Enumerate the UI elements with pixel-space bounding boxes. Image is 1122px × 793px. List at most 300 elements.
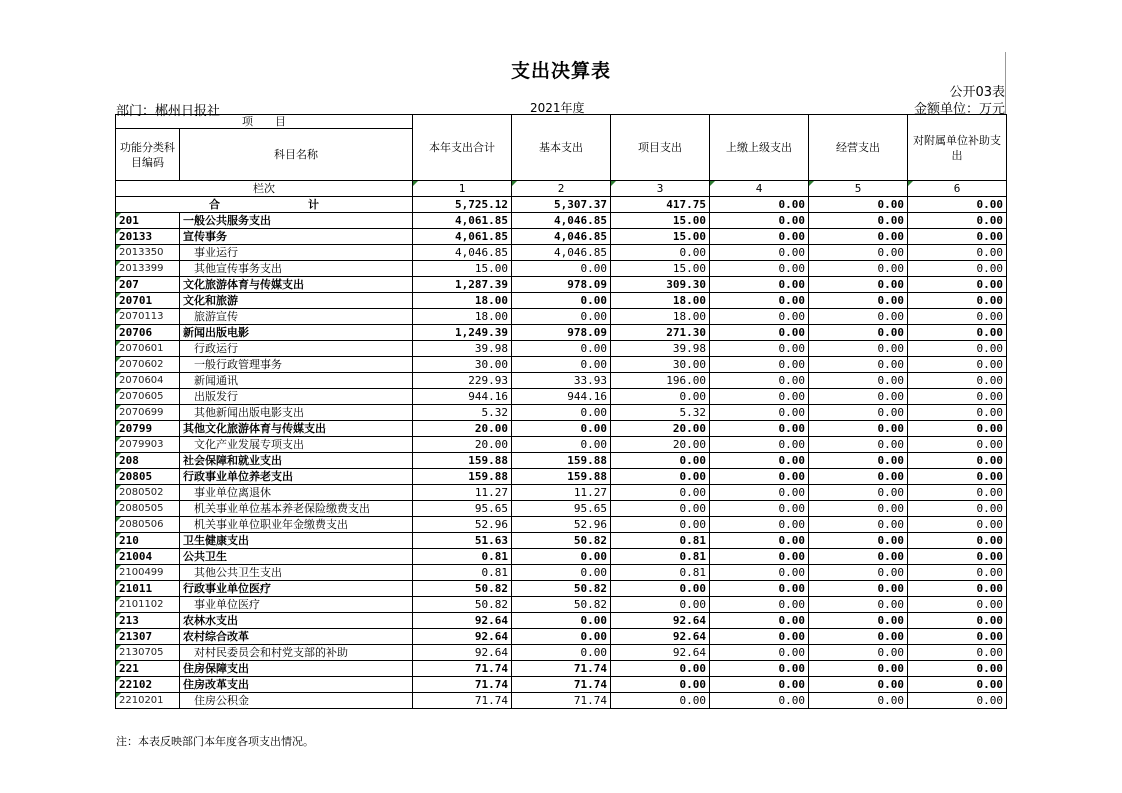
row-name: 机关事业单位基本养老保险缴费支出	[180, 501, 413, 517]
row-value: 1,249.39	[413, 325, 512, 341]
row-value: 0.00	[908, 293, 1007, 309]
row-value: 0.00	[908, 613, 1007, 629]
row-value: 92.64	[611, 629, 710, 645]
row-name: 事业单位离退休	[180, 485, 413, 501]
row-value: 0.00	[908, 597, 1007, 613]
row-code: 20706	[116, 325, 180, 341]
row-value: 0.00	[710, 485, 809, 501]
row-value: 0.00	[908, 677, 1007, 693]
row-value: 0.00	[611, 661, 710, 677]
table-row	[116, 229, 1007, 245]
row-value: 0.00	[512, 293, 611, 309]
amount-unit-label: 金额单位：万元	[913, 102, 1005, 117]
row-value: 4,046.85	[512, 213, 611, 229]
row-value: 0.00	[809, 309, 908, 325]
row-code: 2070605	[116, 389, 180, 405]
row-value: 39.98	[413, 341, 512, 357]
row-name: 其他文化旅游体育与传媒支出	[180, 421, 413, 437]
row-code: 21307	[116, 629, 180, 645]
row-value: 0.00	[908, 533, 1007, 549]
table-row	[116, 501, 1007, 517]
row-name: 文化和旅游	[180, 293, 413, 309]
row-value: 159.88	[413, 453, 512, 469]
row-value: 0.00	[512, 565, 611, 581]
row-value: 0.00	[908, 581, 1007, 597]
row-code: 221	[116, 661, 180, 677]
table-row	[116, 565, 1007, 581]
row-value: 0.00	[809, 229, 908, 245]
row-value: 52.96	[413, 517, 512, 533]
row-code: 2080506	[116, 517, 180, 533]
row-value: 0.00	[512, 357, 611, 373]
row-value: 0.00	[908, 245, 1007, 261]
row-value: 0.00	[809, 357, 908, 373]
row-value: 0.00	[710, 421, 809, 437]
row-value: 0.00	[710, 565, 809, 581]
table-row	[116, 677, 1007, 693]
row-value: 978.09	[512, 277, 611, 293]
row-value: 0.00	[809, 405, 908, 421]
row-value: 0.00	[710, 453, 809, 469]
table-row	[116, 693, 1007, 709]
row-value: 0.00	[512, 421, 611, 437]
row-value: 5.32	[611, 405, 710, 421]
row-name: 文化旅游体育与传媒支出	[180, 277, 413, 293]
row-name: 旅游宣传	[180, 309, 413, 325]
total-value: 5,307.37	[512, 197, 611, 213]
row-value: 50.82	[512, 581, 611, 597]
row-value: 0.81	[611, 549, 710, 565]
total-label: 合 计	[116, 197, 413, 213]
row-value: 0.00	[809, 453, 908, 469]
row-code: 210	[116, 533, 180, 549]
row-code: 208	[116, 453, 180, 469]
row-name: 社会保障和就业支出	[180, 453, 413, 469]
row-value: 0.00	[710, 213, 809, 229]
table-row	[116, 325, 1007, 341]
row-value: 0.00	[908, 229, 1007, 245]
column-number: 1	[413, 181, 512, 197]
row-value: 0.00	[908, 485, 1007, 501]
row-value: 0.00	[611, 501, 710, 517]
row-value: 0.00	[809, 469, 908, 485]
row-code: 21004	[116, 549, 180, 565]
row-value: 0.00	[710, 469, 809, 485]
row-name: 农林水支出	[180, 613, 413, 629]
column-number: 3	[611, 181, 710, 197]
row-value: 4,046.85	[512, 229, 611, 245]
row-value: 18.00	[611, 309, 710, 325]
row-value: 0.00	[611, 453, 710, 469]
row-name: 文化产业发展专项支出	[180, 437, 413, 453]
row-value: 20.00	[611, 421, 710, 437]
fiscal-year-label: 2021年度	[530, 101, 585, 115]
header-total: 本年支出合计	[413, 115, 512, 181]
row-value: 0.00	[710, 677, 809, 693]
row-code: 2210201	[116, 693, 180, 709]
row-value: 92.64	[413, 645, 512, 661]
row-value: 0.00	[809, 293, 908, 309]
row-name: 对村民委员会和村党支部的补助	[180, 645, 413, 661]
row-code: 20133	[116, 229, 180, 245]
row-value: 0.00	[908, 693, 1007, 709]
row-value: 0.00	[512, 309, 611, 325]
row-value: 0.00	[611, 597, 710, 613]
row-value: 309.30	[611, 277, 710, 293]
row-value: 0.00	[809, 421, 908, 437]
row-value: 0.00	[611, 677, 710, 693]
row-value: 0.00	[809, 693, 908, 709]
row-value: 15.00	[413, 261, 512, 277]
table-row	[116, 309, 1007, 325]
row-value: 0.00	[809, 661, 908, 677]
row-value: 0.00	[908, 373, 1007, 389]
table-row	[116, 613, 1007, 629]
row-value: 0.00	[809, 389, 908, 405]
column-number: 2	[512, 181, 611, 197]
row-value: 0.00	[710, 405, 809, 421]
row-value: 159.88	[512, 453, 611, 469]
row-value: 0.00	[908, 405, 1007, 421]
row-value: 20.00	[413, 421, 512, 437]
column-number: 4	[710, 181, 809, 197]
row-value: 15.00	[611, 229, 710, 245]
table-row	[116, 373, 1007, 389]
row-value: 0.00	[809, 213, 908, 229]
row-value: 0.00	[710, 517, 809, 533]
row-value: 0.00	[908, 549, 1007, 565]
row-name: 住房改革支出	[180, 677, 413, 693]
row-value: 0.00	[611, 517, 710, 533]
row-code: 2070602	[116, 357, 180, 373]
row-value: 50.82	[413, 597, 512, 613]
table-row	[116, 629, 1007, 645]
table-row	[116, 389, 1007, 405]
row-value: 0.00	[512, 645, 611, 661]
table-row	[116, 517, 1007, 533]
row-name: 其他宣传事务支出	[180, 261, 413, 277]
row-name: 公共卫生	[180, 549, 413, 565]
row-name: 卫生健康支出	[180, 533, 413, 549]
row-value: 0.00	[809, 629, 908, 645]
row-value: 20.00	[611, 437, 710, 453]
table-row	[116, 597, 1007, 613]
row-value: 0.00	[809, 373, 908, 389]
row-code: 2070601	[116, 341, 180, 357]
row-code: 2070113	[116, 309, 180, 325]
row-value: 0.00	[710, 437, 809, 453]
header-name: 科目名称	[180, 129, 413, 181]
row-value: 0.00	[611, 469, 710, 485]
row-value: 0.00	[710, 293, 809, 309]
row-value: 0.00	[908, 453, 1007, 469]
row-name: 农村综合改革	[180, 629, 413, 645]
form-number: 公开03表	[949, 85, 1005, 100]
row-value: 0.00	[809, 549, 908, 565]
total-value: 0.00	[809, 197, 908, 213]
column-number-label: 栏次	[116, 181, 413, 197]
row-value: 0.00	[809, 325, 908, 341]
header-project: 项目支出	[611, 115, 710, 181]
row-value: 50.82	[512, 533, 611, 549]
row-code: 2130705	[116, 645, 180, 661]
page-title: 支出决算表	[510, 60, 611, 82]
table-row	[116, 661, 1007, 677]
row-value: 0.00	[710, 549, 809, 565]
row-value: 0.00	[908, 469, 1007, 485]
row-value: 0.81	[611, 565, 710, 581]
row-value: 20.00	[413, 437, 512, 453]
row-value: 0.00	[809, 613, 908, 629]
row-name: 行政运行	[180, 341, 413, 357]
row-value: 0.00	[908, 661, 1007, 677]
header-upper: 上缴上级支出	[710, 115, 809, 181]
row-value: 196.00	[611, 373, 710, 389]
column-number-row	[116, 181, 1007, 197]
row-value: 0.00	[908, 277, 1007, 293]
row-value: 0.00	[710, 341, 809, 357]
row-name: 事业单位医疗	[180, 597, 413, 613]
row-code: 2070604	[116, 373, 180, 389]
row-value: 0.00	[809, 245, 908, 261]
row-name: 住房保障支出	[180, 661, 413, 677]
row-value: 30.00	[611, 357, 710, 373]
table-row	[116, 405, 1007, 421]
row-value: 0.00	[809, 277, 908, 293]
row-value: 0.00	[908, 341, 1007, 357]
table-row	[116, 469, 1007, 485]
row-value: 944.16	[512, 389, 611, 405]
row-name: 行政事业单位医疗	[180, 581, 413, 597]
row-value: 0.00	[512, 549, 611, 565]
table-row	[116, 277, 1007, 293]
table-row	[116, 645, 1007, 661]
row-value: 0.00	[908, 421, 1007, 437]
row-code: 2080505	[116, 501, 180, 517]
row-value: 4,046.85	[413, 245, 512, 261]
row-value: 0.00	[710, 373, 809, 389]
row-value: 944.16	[413, 389, 512, 405]
row-value: 0.00	[710, 357, 809, 373]
row-value: 71.74	[512, 661, 611, 677]
department-label: 部门：郴州日报社	[116, 104, 221, 119]
row-name: 新闻通讯	[180, 373, 413, 389]
table-row	[116, 341, 1007, 357]
row-value: 271.30	[611, 325, 710, 341]
row-code: 20799	[116, 421, 180, 437]
row-name: 住房公积金	[180, 693, 413, 709]
row-value: 0.00	[710, 389, 809, 405]
row-value: 0.00	[611, 485, 710, 501]
row-value: 0.00	[710, 277, 809, 293]
row-value: 0.00	[512, 405, 611, 421]
row-value: 5.32	[413, 405, 512, 421]
table-row	[116, 261, 1007, 277]
row-value: 95.65	[413, 501, 512, 517]
row-value: 0.00	[710, 581, 809, 597]
row-code: 207	[116, 277, 180, 293]
row-value: 50.82	[512, 597, 611, 613]
row-value: 0.00	[908, 517, 1007, 533]
row-value: 978.09	[512, 325, 611, 341]
row-code: 2101102	[116, 597, 180, 613]
row-name: 出版发行	[180, 389, 413, 405]
row-value: 4,061.85	[413, 229, 512, 245]
row-value: 0.00	[908, 565, 1007, 581]
row-value: 0.00	[512, 341, 611, 357]
row-value: 0.00	[710, 533, 809, 549]
row-value: 71.74	[512, 677, 611, 693]
row-value: 92.64	[611, 645, 710, 661]
row-value: 71.74	[512, 693, 611, 709]
row-value: 52.96	[512, 517, 611, 533]
row-value: 0.00	[512, 629, 611, 645]
row-value: 0.00	[512, 261, 611, 277]
row-value: 50.82	[413, 581, 512, 597]
row-code: 22102	[116, 677, 180, 693]
table-row	[116, 293, 1007, 309]
row-code: 2070699	[116, 405, 180, 421]
row-value: 0.00	[908, 261, 1007, 277]
row-value: 0.00	[809, 501, 908, 517]
row-value: 71.74	[413, 677, 512, 693]
table-row	[116, 581, 1007, 597]
row-code: 2013350	[116, 245, 180, 261]
row-name: 新闻出版电影	[180, 325, 413, 341]
total-value: 417.75	[611, 197, 710, 213]
row-value: 0.00	[512, 437, 611, 453]
row-value: 0.81	[413, 549, 512, 565]
table-row	[116, 485, 1007, 501]
row-value: 0.00	[611, 389, 710, 405]
row-code: 213	[116, 613, 180, 629]
row-name: 宣传事务	[180, 229, 413, 245]
row-value: 0.00	[809, 485, 908, 501]
table-row	[116, 437, 1007, 453]
row-value: 0.00	[809, 581, 908, 597]
table-row	[116, 245, 1007, 261]
row-value: 0.00	[809, 341, 908, 357]
row-value: 0.00	[908, 213, 1007, 229]
row-value: 30.00	[413, 357, 512, 373]
total-value: 0.00	[908, 197, 1007, 213]
table-row	[116, 549, 1007, 565]
row-value: 0.81	[413, 565, 512, 581]
row-value: 0.00	[908, 325, 1007, 341]
table-row	[116, 421, 1007, 437]
row-value: 33.93	[512, 373, 611, 389]
row-value: 159.88	[512, 469, 611, 485]
row-value: 0.81	[611, 533, 710, 549]
row-value: 0.00	[710, 325, 809, 341]
row-value: 0.00	[908, 389, 1007, 405]
row-value: 11.27	[512, 485, 611, 501]
row-value: 0.00	[908, 645, 1007, 661]
row-value: 0.00	[710, 613, 809, 629]
table-row	[116, 453, 1007, 469]
header-basic: 基本支出	[512, 115, 611, 181]
header-subsidy: 对附属单位补助支出	[908, 115, 1007, 181]
row-value: 92.64	[413, 629, 512, 645]
row-value: 0.00	[908, 629, 1007, 645]
row-value: 0.00	[809, 565, 908, 581]
row-value: 0.00	[710, 309, 809, 325]
row-value: 0.00	[710, 661, 809, 677]
row-value: 4,061.85	[413, 213, 512, 229]
row-name: 机关事业单位职业年金缴费支出	[180, 517, 413, 533]
row-value: 0.00	[710, 645, 809, 661]
row-code: 2100499	[116, 565, 180, 581]
row-value: 0.00	[611, 245, 710, 261]
column-number: 5	[809, 181, 908, 197]
row-value: 0.00	[611, 581, 710, 597]
row-value: 0.00	[908, 357, 1007, 373]
total-row	[116, 197, 1007, 213]
row-name: 一般公共服务支出	[180, 213, 413, 229]
row-code: 201	[116, 213, 180, 229]
row-value: 18.00	[611, 293, 710, 309]
row-value: 18.00	[413, 309, 512, 325]
table-row	[116, 533, 1007, 549]
row-value: 0.00	[809, 533, 908, 549]
row-value: 0.00	[809, 677, 908, 693]
row-code: 2013399	[116, 261, 180, 277]
row-name: 事业运行	[180, 245, 413, 261]
row-value: 229.93	[413, 373, 512, 389]
row-value: 11.27	[413, 485, 512, 501]
row-value: 0.00	[908, 309, 1007, 325]
row-value: 92.64	[413, 613, 512, 629]
row-value: 0.00	[710, 229, 809, 245]
expenditure-table	[115, 114, 1007, 709]
table-row	[116, 357, 1007, 373]
row-value: 51.63	[413, 533, 512, 549]
row-value: 0.00	[710, 693, 809, 709]
total-value: 5,725.12	[413, 197, 512, 213]
table-row	[116, 213, 1007, 229]
row-value: 95.65	[512, 501, 611, 517]
row-value: 0.00	[710, 597, 809, 613]
row-value: 0.00	[908, 501, 1007, 517]
row-code: 20701	[116, 293, 180, 309]
row-name: 行政事业单位养老支出	[180, 469, 413, 485]
header-row-1	[116, 115, 1007, 129]
row-value: 0.00	[710, 501, 809, 517]
row-value: 0.00	[710, 629, 809, 645]
row-value: 92.64	[611, 613, 710, 629]
column-number: 6	[908, 181, 1007, 197]
header-code: 功能分类科目编码	[116, 129, 180, 181]
row-value: 0.00	[710, 245, 809, 261]
row-code: 21011	[116, 581, 180, 597]
row-value: 71.74	[413, 661, 512, 677]
row-code: 20805	[116, 469, 180, 485]
row-code: 2079903	[116, 437, 180, 453]
row-value: 15.00	[611, 213, 710, 229]
row-value: 18.00	[413, 293, 512, 309]
row-value: 4,046.85	[512, 245, 611, 261]
row-value: 0.00	[809, 517, 908, 533]
row-value: 159.88	[413, 469, 512, 485]
header-business: 经营支出	[809, 115, 908, 181]
row-value: 15.00	[611, 261, 710, 277]
row-value: 0.00	[809, 437, 908, 453]
row-value: 0.00	[809, 597, 908, 613]
row-value: 0.00	[809, 645, 908, 661]
row-value: 0.00	[908, 437, 1007, 453]
total-value: 0.00	[710, 197, 809, 213]
row-value: 1,287.39	[413, 277, 512, 293]
